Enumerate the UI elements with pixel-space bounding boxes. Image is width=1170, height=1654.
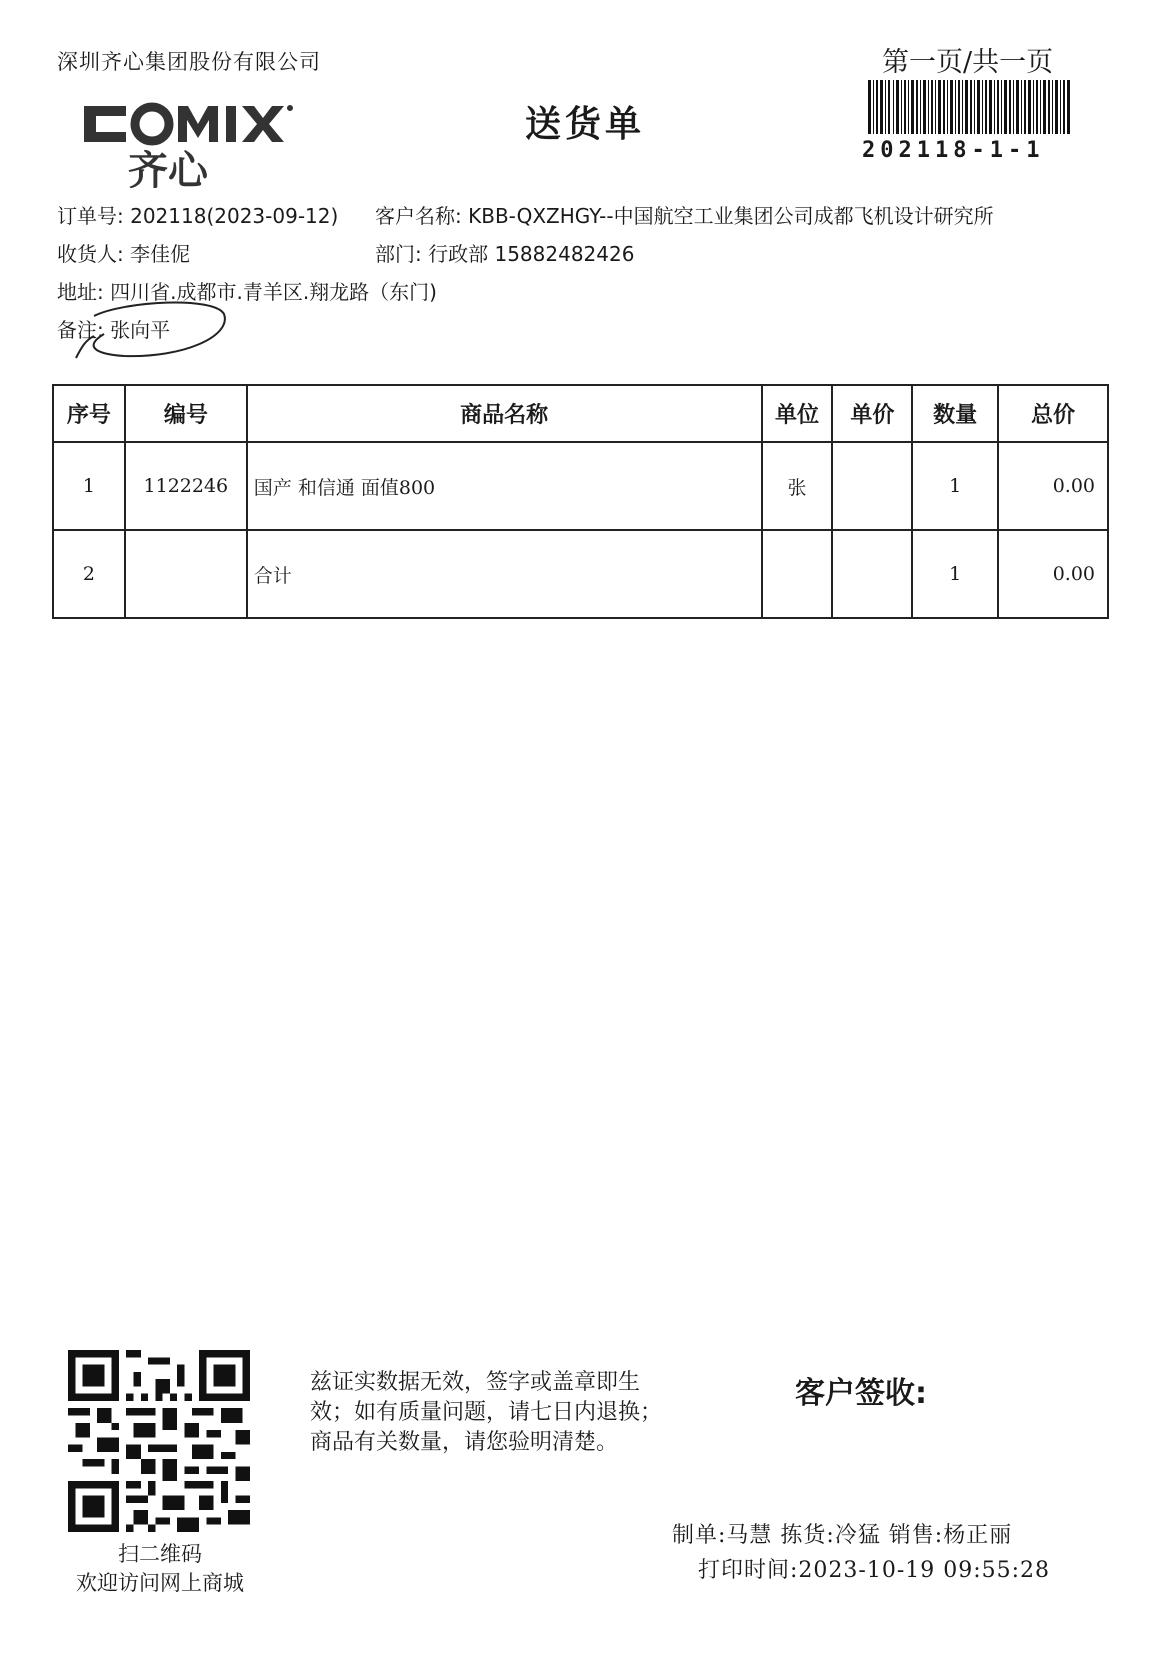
header-total: 总价 <box>998 385 1108 442</box>
cell-quantity: 1 <box>912 442 998 530</box>
makers-line: 制单:马慧 拣货:冷猛 销售:杨正丽 <box>672 1523 1013 1548</box>
qr-caption-1: 扫二维码 <box>118 1542 202 1566</box>
cell-unit-price <box>832 442 912 530</box>
header-unit-price: 单价 <box>832 385 912 442</box>
page-info: 第一页/共一页 <box>882 47 1054 78</box>
remark-value: 张向平 <box>110 318 171 342</box>
cell-index: 1 <box>53 442 125 530</box>
cell-index: 2 <box>53 530 125 618</box>
header-index: 序号 <box>53 385 125 442</box>
department <box>375 238 634 267</box>
receiver-value: 李佳伲 <box>130 242 191 266</box>
cell-product: 国产 和信通 面值800 <box>247 442 762 530</box>
goods-table <box>52 384 1109 619</box>
remark-label: 备注: <box>57 318 104 342</box>
receiver-label: 收货人: <box>57 242 124 266</box>
cell-unit: 张 <box>762 442 833 530</box>
barcode <box>868 80 1070 134</box>
svg-text:齐心: 齐心 <box>128 148 208 188</box>
order-value: 202118(2023-09-12) <box>130 204 339 228</box>
qr-code <box>68 1350 250 1532</box>
print-time: 打印时间:2023-10-19 09:55:28 <box>698 1558 1051 1583</box>
table-row <box>53 442 1108 530</box>
notice-line: 效；如有质量问题，请七日内退换； <box>310 1400 663 1425</box>
customer-label: 客户名称: <box>375 204 462 228</box>
address-label: 地址: <box>57 280 104 304</box>
cell-code <box>125 530 247 618</box>
customer-name <box>375 200 994 229</box>
header-product: 商品名称 <box>247 385 762 442</box>
handwritten-circle <box>64 296 234 366</box>
document-title: 送货单 <box>524 104 645 145</box>
cell-unit <box>762 530 833 618</box>
header-code: 编号 <box>125 385 247 442</box>
table-row <box>53 530 1108 618</box>
customer-value: KBB-QXZHGY--中国航空工业集团公司成都飞机设计研究所 <box>468 204 994 228</box>
customer-signature-label: 客户签收: <box>795 1376 927 1411</box>
receiver <box>57 238 190 267</box>
order-label: 订单号: <box>57 204 124 228</box>
cell-total: 0.00 <box>998 442 1108 530</box>
cell-quantity: 1 <box>912 530 998 618</box>
barcode-number: 202118-1-1 <box>862 138 1045 163</box>
cell-product: 合计 <box>247 530 762 618</box>
company-name: 深圳齐心集团股份有限公司 <box>57 50 321 74</box>
dept-label: 部门: <box>375 242 422 266</box>
cell-total: 0.00 <box>998 530 1108 618</box>
cell-code: 1122246 <box>125 442 247 530</box>
header-unit: 单位 <box>762 385 833 442</box>
header-quantity: 数量 <box>912 385 998 442</box>
notice-line: 兹证实数据无效，签字或盖章即生 <box>310 1370 641 1395</box>
qr-caption-2: 欢迎访问网上商城 <box>76 1571 244 1595</box>
order-number <box>57 200 338 229</box>
cell-unit-price <box>832 530 912 618</box>
address-value: 四川省.成都市.青羊区.翔龙路（东门) <box>110 280 437 304</box>
table-header-row <box>53 385 1108 442</box>
dept-value: 行政部 15882482426 <box>428 242 635 266</box>
notice-text <box>310 1368 662 1458</box>
notice-line: 商品有关数量，请您验明清楚。 <box>310 1430 619 1455</box>
